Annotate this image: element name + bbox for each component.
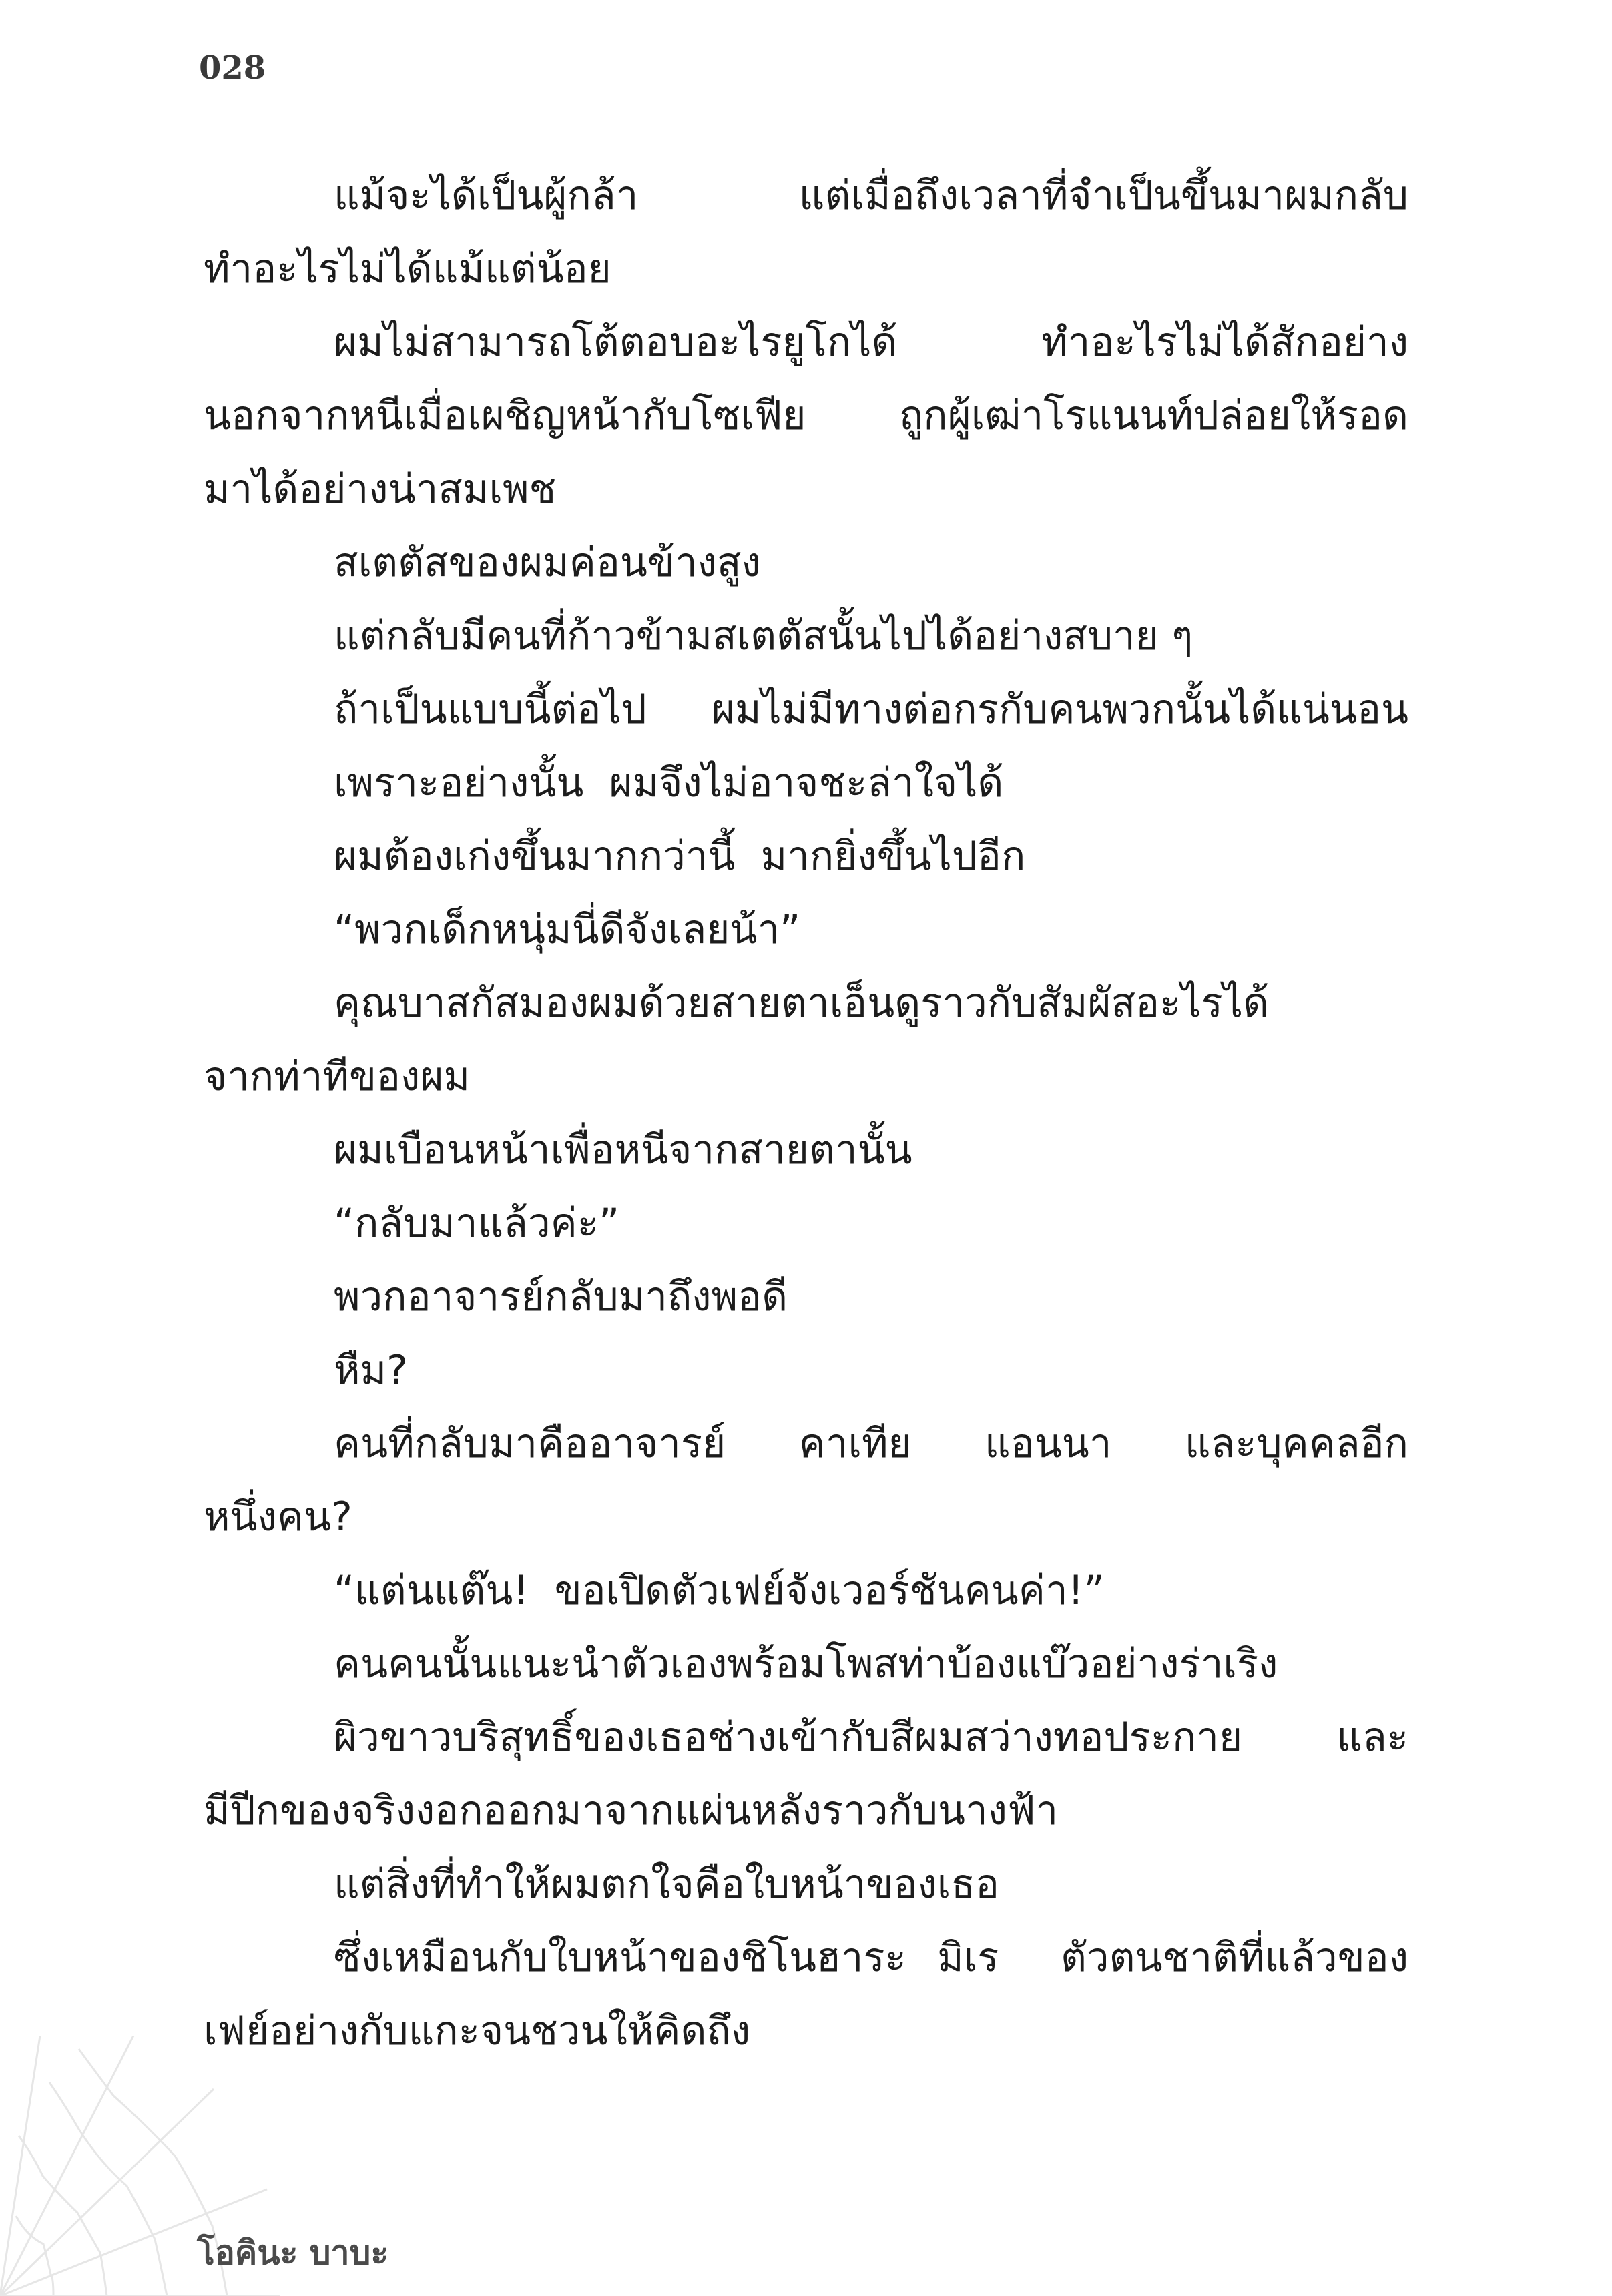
- text-line: คนคนนั้นแนะนำตัวเองพร้อมโพสท่าบ้องแบ๊วอย่างร่าเริง: [334, 1641, 1278, 1687]
- text-line: ซึ่งเหมือนกับใบหน้าของชิโนฮาระ มิเร ตัวตนชาติที่แล้วของ: [334, 1934, 1408, 1981]
- page-number: 028: [199, 49, 266, 87]
- text-line: คุณบาสกัสมองผมด้วยสายตาเอ็นดูราวกับสัมผัสอะไรได้: [334, 980, 1269, 1027]
- text-line: ผมไม่สามารถโต้ตอบอะไรยูโกได้ ทำอะไรไม่ได้สักอย่าง: [334, 319, 1408, 366]
- text-line: พวกอาจารย์กลับมาถึงพอดี: [334, 1273, 788, 1320]
- text-line: เพราะอย่างนั้น ผมจึงไม่อาจชะล่าใจได้: [334, 760, 1004, 806]
- text-line: “พวกเด็กหนุ่มนี่ดีจังเลยน้า”: [334, 906, 801, 953]
- text-line: แต่สิ่งที่ทำให้ผมตกใจคือใบหน้าของเธอ: [334, 1861, 999, 1908]
- text-line: หืม?: [334, 1347, 408, 1394]
- text-line: ถ้าเป็นแบบนี้ต่อไป ผมไม่มีทางต่อกรกับคนพวกนั้นได้แน่นอน: [334, 686, 1408, 733]
- text-line: แต่กลับมีคนที่ก้าวข้ามสเตตัสนั้นไปได้อย่างสบาย ๆ: [334, 613, 1193, 659]
- text-line: หนึ่งคน?: [204, 1494, 352, 1540]
- author-name: โอคินะ บาบะ: [197, 2233, 389, 2272]
- text-line: ผมต้องเก่งขึ้นมากกว่านี้ มากยิ่งขึ้นไปอีก: [334, 833, 1026, 880]
- text-line: ผมเบือนหน้าเพื่อหนีจากสายตานั้น: [334, 1127, 912, 1173]
- text-line: มาได้อย่างน่าสมเพช: [204, 466, 557, 513]
- text-line: แม้จะได้เป็นผู้กล้า แต่เมื่อถึงเวลาที่จำเป็นขึ้นมาผมกลับ: [334, 172, 1408, 219]
- text-line: ผิวขาวบริสุทธิ์ของเธอช่างเข้ากับสีผมสว่างทอประกาย และ: [334, 1714, 1408, 1761]
- text-line: สเตตัสของผมค่อนข้างสูง: [334, 539, 761, 586]
- body-text: [204, 159, 1408, 2068]
- text-line: จากท่าทีของผม: [204, 1053, 471, 1100]
- text-line: คนที่กลับมาคืออาจารย์ คาเทีย แอนนา และบุคคลอีก: [334, 1420, 1408, 1467]
- text-line: “แต่นแต๊น! ขอเปิดตัวเฟย์จังเวอร์ชันคนค่า!”: [334, 1567, 1105, 1614]
- text-line: “กลับมาแล้วค่ะ”: [334, 1200, 620, 1247]
- text-line: มีปีกของจริงงอกออกมาจากแผ่นหลังราวกับนางฟ้า: [204, 1787, 1059, 1834]
- text-line: ทำอะไรไม่ได้แม้แต่น้อย: [204, 246, 611, 292]
- text-line: เฟย์อย่างกับแกะจนชวนให้คิดถึง: [204, 2008, 751, 2054]
- text-line: นอกจากหนีเมื่อเผชิญหน้ากับโซเฟีย ถูกผู้เฒ่าโรแนนท์ปล่อยให้รอด: [204, 392, 1408, 439]
